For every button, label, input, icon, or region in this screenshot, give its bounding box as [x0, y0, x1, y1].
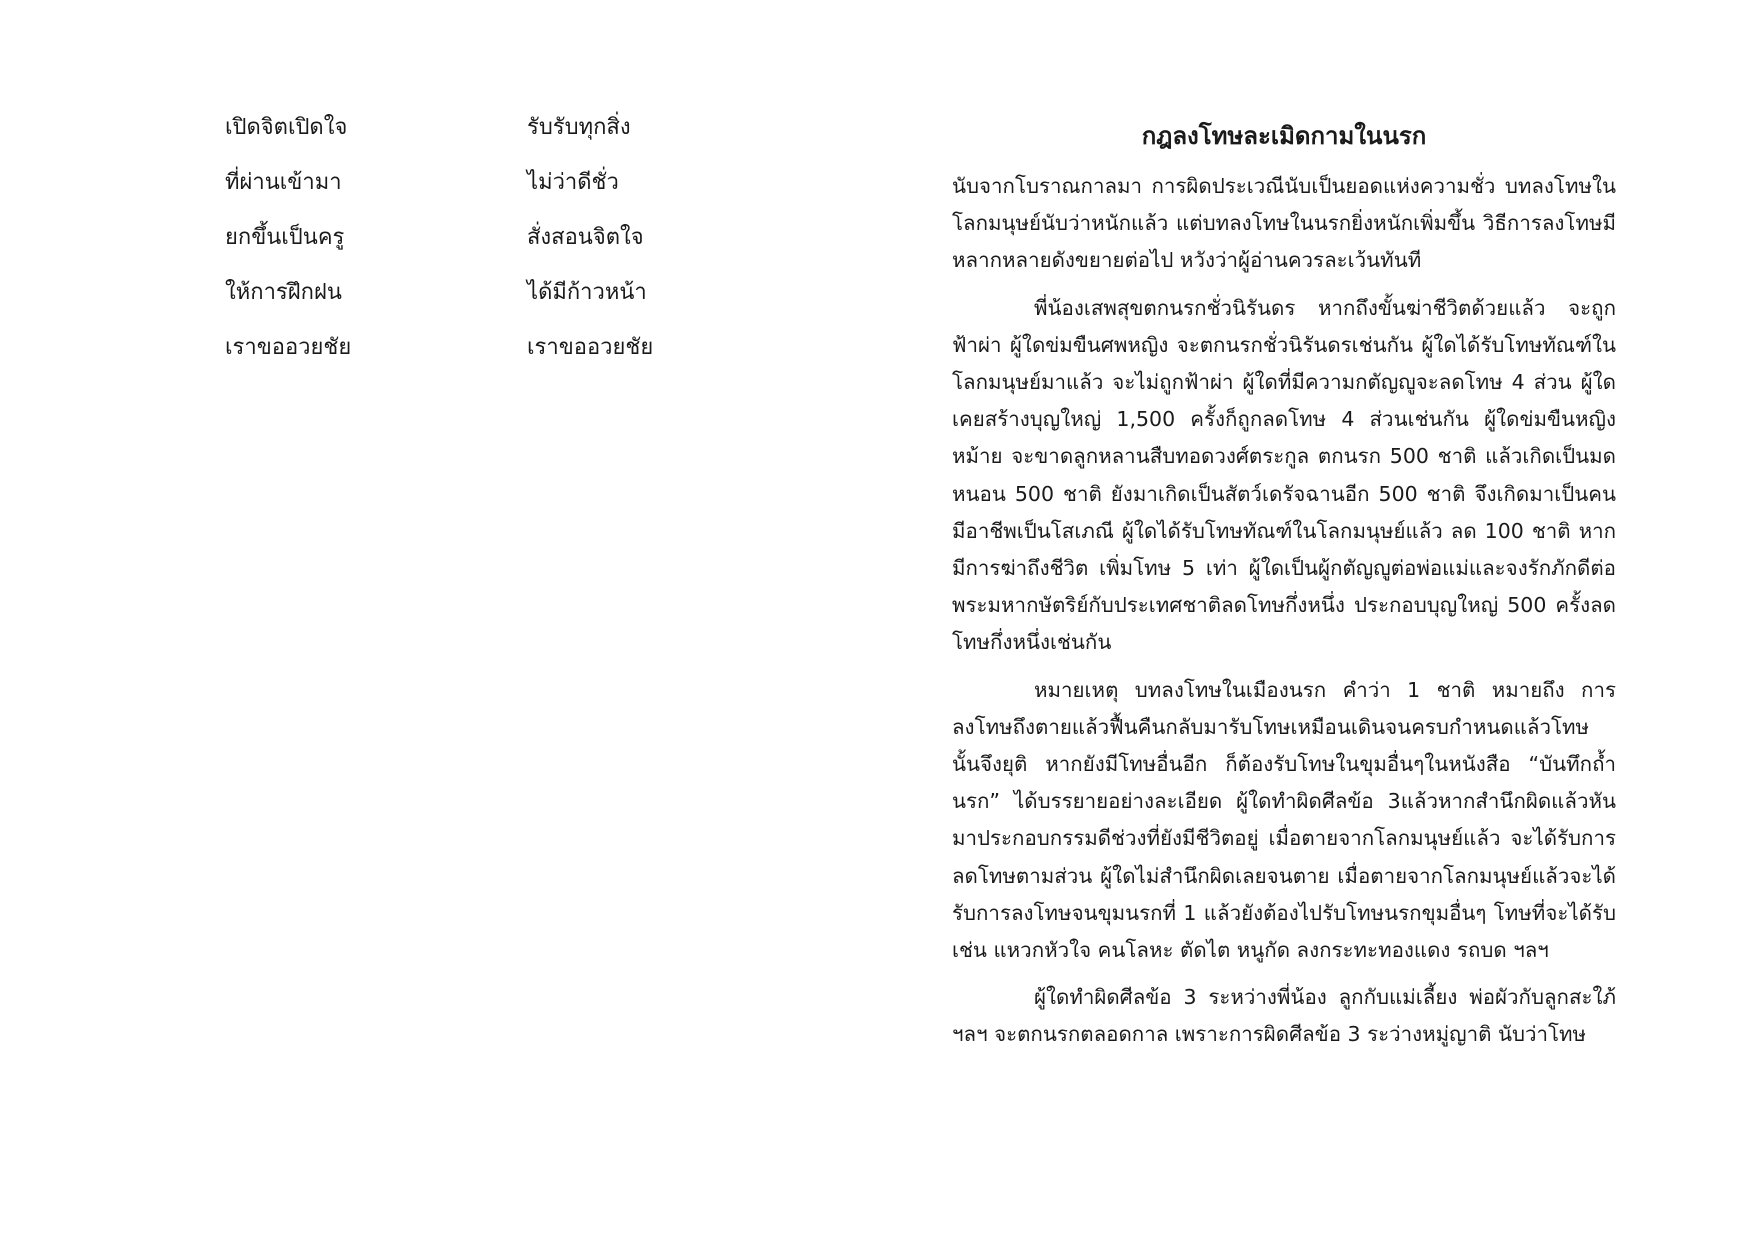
intro-paragraph: นับจากโบราณกาลมา การผิดประเวณีนับเป็นยอดแห่งความชั่ว บทลงโทษในโลกมนุษย์นับว่าหนักแล้ว แต่บทลงโทษในนรกยิ่งหนักเพิ่มขึ้น วิธีการลงโทษมีหลากหลายดังขยายต่อไป หวังว่าผู้อ่านควรละเว้นทันที	[952, 174, 1616, 273]
body-paragraph: ผู้ใดทำผิดศีลข้อ 3 ระหว่างพี่น้อง ลูกกับแม่เลี้ยง พ่อผัวกับลูกสะใภ้ ฯลฯ จะตกนรกตลอดกาล เพราะการผิดศีลข้อ 3 ระว่างหมู่ญาติ นับว่าโทษ	[952, 985, 1616, 1047]
poem-row	[225, 332, 745, 387]
body-paragraph: พี่น้องเสพสุขตกนรกชั่วนิรันดร หากถึงขั้นฆ่าชีวิตด้วยแล้ว จะถูกฟ้าผ่า ผู้ใดข่มขืนศพหญิง จะตกนรกชั่วนิรันดรเช่นกัน ผู้ใดได้รับโทษทัณฑ์ในโลกมนุษย์มาแล้ว จะไม่ถูกฟ้าผ่า ผู้ใดที่มีความกตัญญูจะลดโทษ 4 ส่วน ผู้ใดเคยสร้างบุญใหญ่ 1,500 ครั้งก็ถูกลดโทษ 4 ส่วนเช่นกัน ผู้ใดข่มขืนหญิงหม้าย จะขาดลูกหลานสืบทอดวงศ์ตระกูล ตกนรก 500 ชาติ แล้วเกิดเป็นมด หนอน 500 ชาติ ยังมาเกิดเป็นสัตว์เดรัจฉานอีก 500 ชาติ จึงเกิดมาเป็นคน มีอาชีพเป็นโสเภณี ผู้ใดได้รับโทษทัณฑ์ในโลกมนุษย์แล้ว ลด 100 ชาติ หากมีการฆ่าถึงชีวิต เพิ่มโทษ 5 เท่า ผู้ใดเป็นผู้กตัญญูต่อพ่อแม่และจงรักภักดีต่อพระมหากษัตริย์กับประเทศชาติลดโทษกึ่งหนึ่ง ประกอบบุญใหญ่ 500 ครั้งลดโทษกึ่งหนึ่งเช่นกัน	[952, 295, 1616, 655]
poem-verse-left: ยกขึ้นเป็นครู	[225, 225, 345, 250]
poem-verse-right: รับรับทุกสิ่ง	[527, 115, 631, 140]
poem-verse-right: เราขออวยชัย	[527, 335, 654, 360]
poem-verse-left: ให้การฝึกฝน	[225, 280, 342, 305]
poem-verse-left: เปิดจิตเปิดใจ	[225, 115, 348, 140]
poem-verse-right: ไม่ว่าดีชั่ว	[527, 170, 619, 195]
poem-verse-right: สั่งสอนจิตใจ	[527, 225, 644, 250]
poem-verse-left: ที่ผ่านเข้ามา	[225, 170, 342, 195]
poem-verse-left: เราขออวยชัย	[225, 335, 352, 360]
document-page	[952, 112, 1616, 1064]
document-title: กฎลงโทษละเมิดกามในนรก	[1141, 122, 1427, 150]
poem-row	[225, 167, 745, 222]
note-paragraph: หมายเหตุ บทลงโทษในเมืองนรก คำว่า 1 ชาติ หมายถึง การลงโทษถึงตายแล้วฟื้นคืนกลับมารับโทษเหมือนเดินจนครบกำหนดแล้วโทษนั้นจึงยุติ หากยังมีโทษอื่นอีก ก็ต้องรับโทษในขุมอื่นๆในหนังสือ “บันทึกถ้ำนรก” ได้บรรยายอย่างละเอียด ผู้ใดทำผิดศีลข้อ 3แล้วหากสำนึกผิดแล้วหันมาประกอบกรรมดีช่วงที่ยังมีชีวิตอยู่ เมื่อตายจากโลกมนุษย์แล้ว จะได้รับการลดโทษตามส่วน ผู้ใดไม่สำนึกผิดเลยจนตาย เมื่อตายจากโลกมนุษย์แล้วจะได้รับการลงโทษจนขุมนรกที่ 1 แล้วยังต้องไปรับโทษนรกขุมอื่นๆ โทษที่จะได้รับเช่น แหวกหัวใจ คนโลหะ ตัดไต หนูกัด ลงกระทะทองแดง รถบด ฯลฯ	[952, 677, 1616, 963]
poem-row	[225, 277, 745, 332]
poem-row	[225, 112, 745, 167]
poem-row	[225, 222, 745, 277]
poem-verse-right: ได้มีก้าวหน้า	[527, 280, 647, 305]
poem-block	[225, 112, 745, 387]
